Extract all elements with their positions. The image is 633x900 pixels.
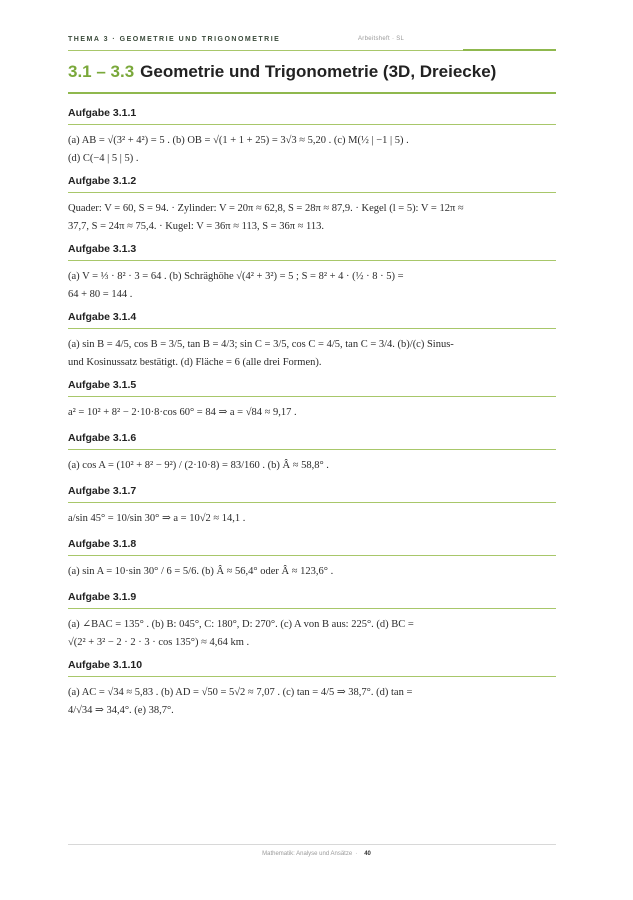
solution-line: Quader: V = 60, S = 94. · Zylinder: V = 20π ≈ 62,8, S = 28π ≈ 87,9. · Kegel (l = 5): V = 12π ≈ <box>68 203 464 214</box>
solution-line: (a) AB = √(3² + 4²) = 5 . (b) OB = √(1 + 1 + 25) = 3√3 ≈ 5,20 . (c) M(½ | −1 | 5) . <box>68 135 409 146</box>
solution-line: (a) sin A = 10·sin 30° / 6 = 5/6. (b) Â ≈ 56,4° oder Â ≈ 123,6° . <box>68 566 334 577</box>
task-title: Aufgabe 3.1.5 <box>68 376 556 397</box>
task-block <box>68 376 556 429</box>
footer-separator: · <box>355 851 358 857</box>
page-number: 40 <box>364 851 371 857</box>
task-solution <box>68 609 556 656</box>
title-rule <box>68 92 556 94</box>
task-solution <box>68 450 556 482</box>
task-solution <box>68 125 556 172</box>
header-topic: THEMA 3 · GEOMETRIE UND TRIGONOMETRIE <box>68 36 281 43</box>
task-block <box>68 172 556 240</box>
task-title: Aufgabe 3.1.2 <box>68 172 556 193</box>
task-title: Aufgabe 3.1.6 <box>68 429 556 450</box>
task-title: Aufgabe 3.1.1 <box>68 104 556 125</box>
solution-line: 64 + 80 = 144 . <box>68 288 133 300</box>
solution-line: (d) C(−4 | 5 | 5) . <box>68 152 139 164</box>
task-block <box>68 482 556 535</box>
footer-rule <box>68 844 556 845</box>
solution-line: (a) AC = √34 ≈ 5,83 . (b) AD = √50 = 5√2 ≈ 7,07 . (c) tan = 4/5 ⇒ 38,7°. (d) tan = <box>68 687 413 698</box>
solutions-list <box>68 104 556 724</box>
solution-line: 37,7, S = 24π ≈ 75,4. · Kugel: V = 36π ≈ 113, S = 36π ≈ 113. <box>68 220 325 232</box>
task-solution <box>68 329 556 376</box>
task-block <box>68 308 556 376</box>
task-solution <box>68 503 556 535</box>
solution-line: (a) V = ⅓ · 8² · 3 = 64 . (b) Schräghöhe √(4² + 3²) = 5 ; S = 8² + 4 · (½ · 8 · 5) = <box>68 271 404 282</box>
solution-line: √(2² + 3² − 2 · 2 · 3 · cos 135°) ≈ 4,64 km . <box>68 636 250 648</box>
header-rule-accent <box>463 49 556 51</box>
task-block <box>68 588 556 656</box>
footer-book-title: Mathematik: Analyse und Ansätze <box>262 851 353 857</box>
task-title: Aufgabe 3.1.10 <box>68 656 556 677</box>
task-block <box>68 240 556 308</box>
task-title: Aufgabe 3.1.9 <box>68 588 556 609</box>
section-title-text: Geometrie und Trigonometrie (3D, Dreiecke) <box>140 62 497 81</box>
solution-line: und Kosinussatz bestätigt. (d) Fläche = 6 (alle drei Formen). <box>68 356 322 368</box>
task-block <box>68 429 556 482</box>
solution-line: 4/√34 ⇒ 34,4°. (e) 38,7°. <box>68 704 174 716</box>
task-solution <box>68 397 556 429</box>
section-title <box>68 62 556 82</box>
task-title: Aufgabe 3.1.4 <box>68 308 556 329</box>
task-solution <box>68 556 556 588</box>
page-header <box>68 34 556 50</box>
task-block <box>68 535 556 588</box>
solution-line: a/sin 45° = 10/sin 30° ⇒ a = 10√2 ≈ 14,1 . <box>68 513 246 524</box>
task-solution <box>68 677 556 724</box>
task-block <box>68 104 556 172</box>
section-number: 3.1 – 3.3 <box>68 62 135 81</box>
task-solution <box>68 193 556 240</box>
task-solution <box>68 261 556 308</box>
solution-line: (a) sin B = 4/5, cos B = 3/5, tan B = 4/3; sin C = 3/5, cos C = 4/5, tan C = 3/4. (b)/(c) Sinus- <box>68 339 454 350</box>
header-rule <box>68 50 463 51</box>
task-title: Aufgabe 3.1.7 <box>68 482 556 503</box>
task-block <box>68 656 556 724</box>
solution-line: (a) ∠BAC = 135° . (b) B: 045°, C: 180°, D: 270°. (c) A von B aus: 225°. (d) BC = <box>68 619 414 630</box>
solution-line: (a) cos A = (10² + 8² − 9²) / (2·10·8) = 83/160 . (b) Â ≈ 58,8° . <box>68 460 329 471</box>
task-title: Aufgabe 3.1.3 <box>68 240 556 261</box>
task-title: Aufgabe 3.1.8 <box>68 535 556 556</box>
page-footer <box>0 851 633 857</box>
solution-line: a² = 10² + 8² − 2·10·8·cos 60° = 84 ⇒ a = √84 ≈ 9,17 . <box>68 407 297 418</box>
header-booklet: Arbeitsheft · SL <box>358 36 405 42</box>
